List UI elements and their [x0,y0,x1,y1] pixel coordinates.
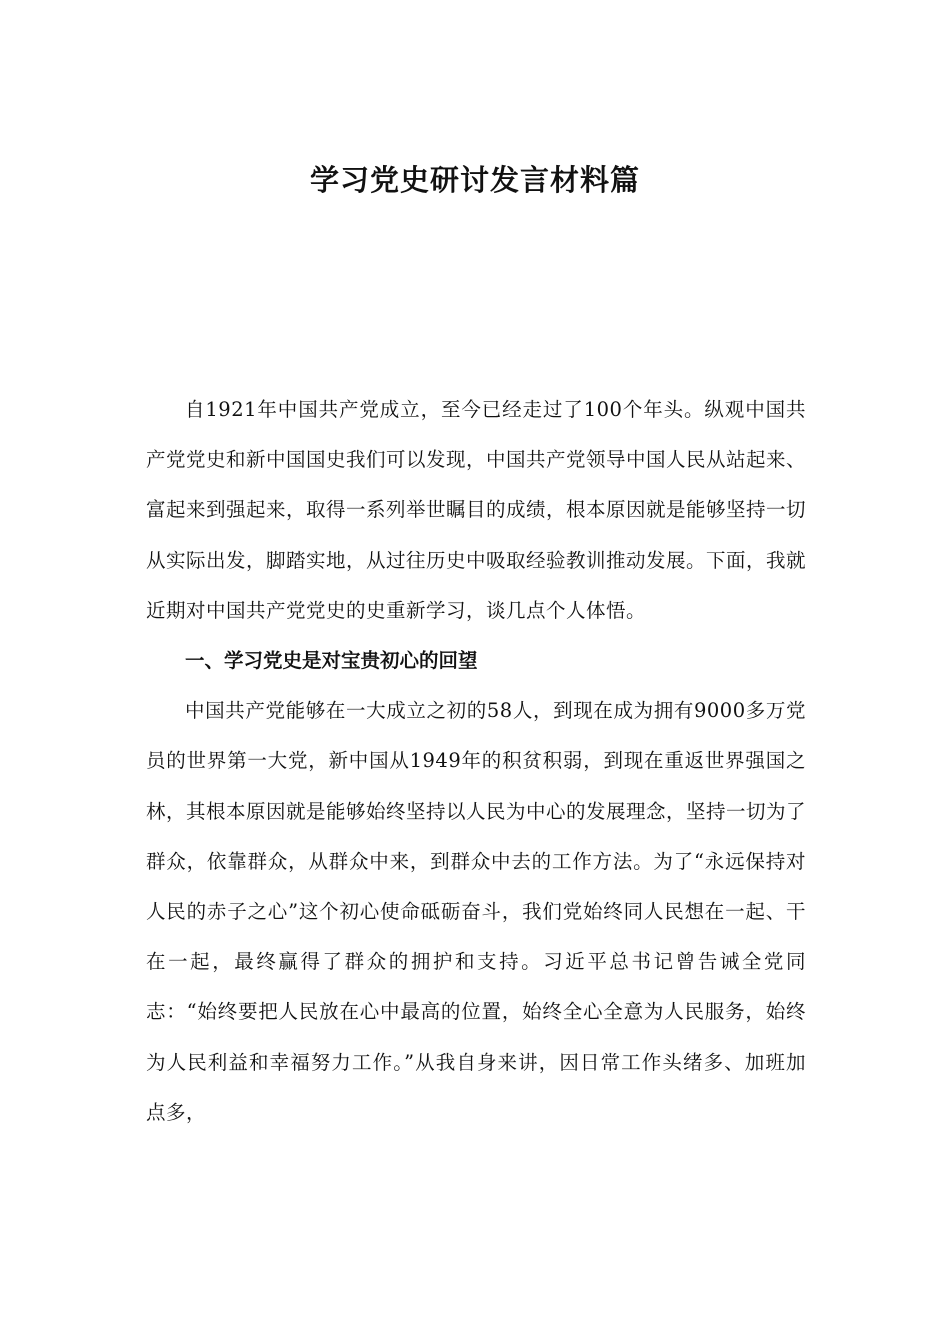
section-heading-1: 一、学习党史是对宝贵初心的回望 [185,649,478,673]
section-paragraph-1: 中国共产党能够在一大成立之初的58人，到现在成为拥有9000多万党员的世界第一大党，新中国从1949年的积贫积弱，到现在重返世界强国之林，其根本原因就是能够始终坚持以人民为中心的发展理念，坚持一切为了群众，依靠群众，从群众中来，到群众中去的工作方法。为了“永远保持对人民的赤子之心”这个初心使命砥砺奋斗，我们党始终同人民想在一起、干在一起，最终赢得了群众的拥护和支持。习近平总书记曾告诫全党同志：“始终要把人民放在心中最高的位置，始终全心全意为人民服务，始终为人民利益和幸福努力工作。”从我自身来讲，因日常工作头绪多、加班加点多， [146,699,807,1124]
document-title: 学习党史研讨发言材料篇 [309,163,640,197]
intro-paragraph: 自1921年中国共产党成立，至今已经走过了100个年头。纵观中国共产党党史和新中国国史我们可以发现，中国共产党领导中国人民从站起来、富起来到强起来，取得一系列举世瞩目的成绩，根本原因就是能够坚持一切从实际出发，脚踏实地，从过往历史中吸取经验教训推动发展。下面，我就近期对中国共产党党史的史重新学习，谈几点个人体悟。 [146,398,807,622]
document-body [146,385,806,1138]
